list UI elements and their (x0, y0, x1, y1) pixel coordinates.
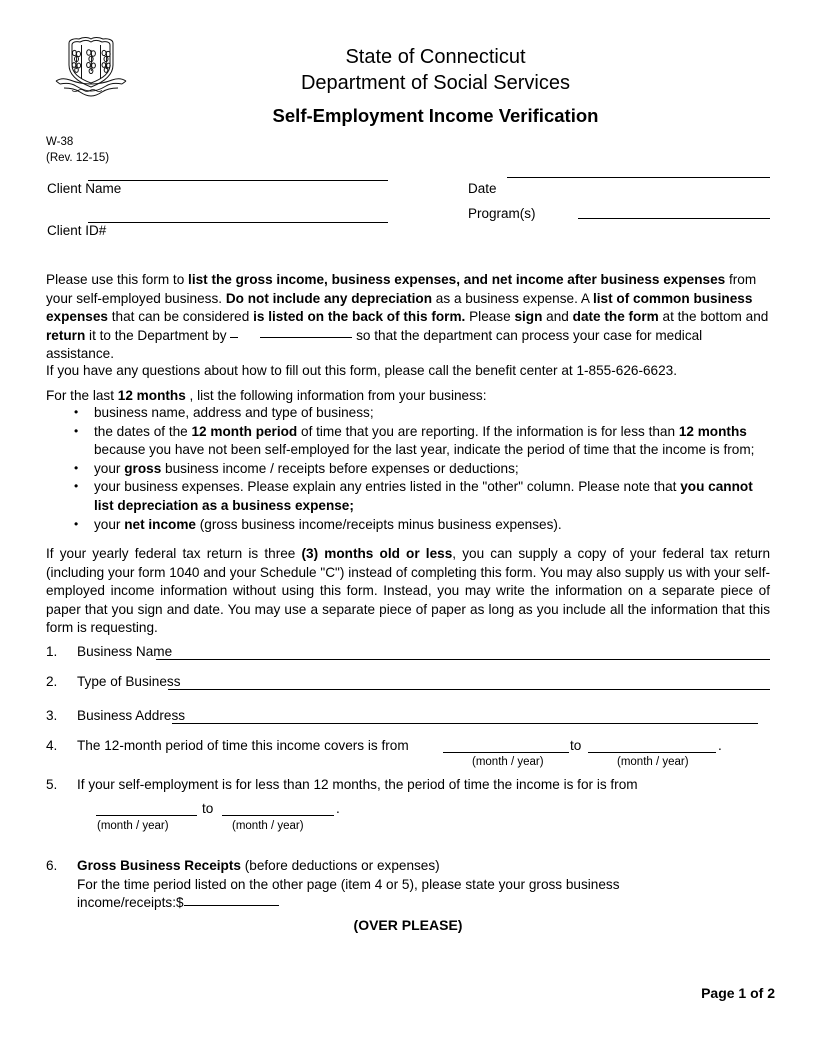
item-2-label: Type of Business (77, 674, 181, 689)
item-4-label: The 12-month period of time this income covers is from (77, 738, 409, 753)
tax-part-c: , you can supply a copy of your federal tax return (including your form 1040 and your Schedule "C") instead of completing this form. You may also supply us with your self-employed income information without using this form. Instead, you may write the information on a separate piece of paper that you sign and date. You may use a separate piece of paper as long as you include all the information that this form is requesting. (46, 546, 770, 636)
client-id-label: Client ID# (47, 223, 107, 238)
page-title: Self-Employment Income Verification (272, 105, 599, 126)
lead-in-part-b: 12 months (117, 388, 186, 403)
intro-part-c: from your self-employed business. (46, 272, 757, 306)
item-5-from-hint: (month / year) (97, 820, 169, 832)
list-item-text: gross (124, 460, 162, 476)
intro-part-j: sign (514, 309, 543, 325)
intro-part-o: it to the Department by (85, 327, 231, 343)
item-6-amount-prefix: income/receipts:$ (77, 895, 184, 911)
item-6-body (77, 857, 767, 913)
form-header (0, 30, 816, 164)
intro-part-e: as a business expense. A (432, 290, 593, 306)
list-item (94, 478, 768, 515)
client-name-label: Client Name (47, 181, 122, 196)
intro-part-n: return (46, 327, 86, 343)
reporting-bullet-list (62, 404, 768, 534)
list-item-text: the dates of the (94, 423, 192, 439)
list-item-text: business name, address and type of business; (94, 405, 374, 420)
connecticut-state-seal-icon (52, 35, 130, 100)
list-item-text: you cannot list depreciation as a business expense; (94, 479, 753, 513)
intro-part-h: is listed on the back of this form. (253, 309, 466, 325)
item-3-label: Business Address (77, 708, 186, 723)
intro-part-d: Do not include any depreciation (225, 290, 433, 306)
list-item-text: your business expenses. Please explain any entries listed in the "other" column. Please note that (94, 479, 681, 495)
item-3-rule[interactable] (172, 723, 758, 724)
return-by-date-blank[interactable] (260, 337, 352, 338)
item-2-rule[interactable] (168, 689, 770, 690)
item-5-to-rule[interactable] (222, 815, 334, 816)
item-4-number: 4. (46, 738, 58, 753)
agency-state-line: State of Connecticut (345, 46, 526, 68)
list-item-text: 12 month period (191, 423, 298, 439)
list-item-text: because you have not been self-employed for the last year, indicate the period of time that the income is from; (94, 442, 755, 458)
form-code: W-38 (46, 136, 74, 148)
item-6-line-2: For the time period listed on the other page (item 4 or 5), please state your gross business (77, 876, 620, 892)
item-4-period: . (718, 738, 722, 753)
intro-part-a: Please use this form to (46, 272, 189, 287)
programs-label: Program(s) (468, 206, 536, 221)
list-item-text: your (94, 460, 125, 476)
list-item (94, 516, 768, 535)
list-item (94, 423, 768, 460)
return-by-tick[interactable] (230, 337, 238, 338)
list-item-text: net income (124, 516, 196, 532)
intro-part-k: and (542, 309, 573, 325)
reporting-period-lead-in (46, 387, 770, 406)
title-block (148, 44, 723, 129)
programs-rule[interactable] (578, 218, 770, 219)
item-6-heading-rest: (before deductions or expenses) (240, 858, 440, 873)
page-number-footer: Page 1 of 2 (701, 985, 775, 1001)
tax-part-a: If your yearly federal tax return is three (46, 546, 302, 561)
item-4-to-hint: (month / year) (617, 756, 689, 768)
item-1-number: 1. (46, 644, 58, 659)
over-please-note: (OVER PLEASE) (353, 917, 463, 933)
item-5-label: If your self-employment is for less than 12 months, the period of time the income is for is from (77, 777, 638, 792)
item-5-from-rule[interactable] (96, 815, 197, 816)
item-6-heading (77, 857, 767, 876)
item-4-to-word: to (570, 738, 582, 753)
intro-part-i: Please (465, 309, 515, 325)
item-6-number: 6. (46, 858, 58, 873)
item-1-label: Business Name (77, 644, 173, 659)
item-5-period: . (336, 801, 340, 816)
item-6-heading-bold: Gross Business Receipts (77, 858, 241, 873)
intro-part-p: so that the department can process your case for medical assistance. (46, 327, 703, 362)
lead-in-part-c: , list the following information from your business: (185, 388, 487, 403)
intro-part-g: that can be considered (107, 309, 254, 325)
item-4-from-hint: (month / year) (472, 756, 544, 768)
list-item-text: business income / receipts before expenses or deductions; (161, 460, 519, 476)
list-item (94, 404, 768, 423)
questions-paragraph: If you have any questions about how to fill out this form, please call the benefit center at 1-855-626-6623. (46, 363, 677, 378)
item-3-number: 3. (46, 708, 58, 723)
list-item-text: (gross business income/receipts minus business expenses). (196, 516, 562, 532)
form-revision: (Rev. 12-15) (46, 151, 110, 164)
list-item-text: your (94, 516, 125, 532)
client-name-rule[interactable] (88, 180, 388, 181)
list-item-text: 12 months (678, 423, 747, 439)
tax-part-b: (3) months old or less (301, 546, 453, 561)
item-2-number: 2. (46, 674, 58, 689)
intro-paragraph (46, 271, 770, 364)
item-4-from-rule[interactable] (443, 752, 569, 753)
item-6-line-3 (77, 894, 767, 913)
date-label: Date (468, 181, 497, 196)
item-4-to-rule[interactable] (588, 752, 716, 753)
item-6-amount-blank[interactable] (184, 905, 279, 906)
tax-return-paragraph (46, 545, 770, 638)
date-rule[interactable] (507, 177, 770, 178)
item-5-to-word: to (202, 801, 214, 816)
intro-part-f: list of common business expenses (46, 290, 753, 325)
form-code-block (46, 135, 109, 166)
intro-part-b: list the gross income, business expenses, and net income after business expenses (188, 272, 726, 287)
list-item-text: of time that you are reporting. If the information is for less than (297, 423, 679, 439)
intro-part-l: date the form (572, 309, 659, 325)
intro-part-m: at the bottom and (658, 309, 769, 325)
agency-department-line: Department of Social Services (300, 72, 570, 94)
client-id-rule[interactable] (88, 222, 388, 223)
item-1-rule[interactable] (156, 659, 770, 660)
item-5-number: 5. (46, 777, 58, 792)
lead-in-part-a: For the last (46, 388, 118, 403)
item-5-to-hint: (month / year) (232, 820, 304, 832)
list-item (94, 460, 768, 479)
